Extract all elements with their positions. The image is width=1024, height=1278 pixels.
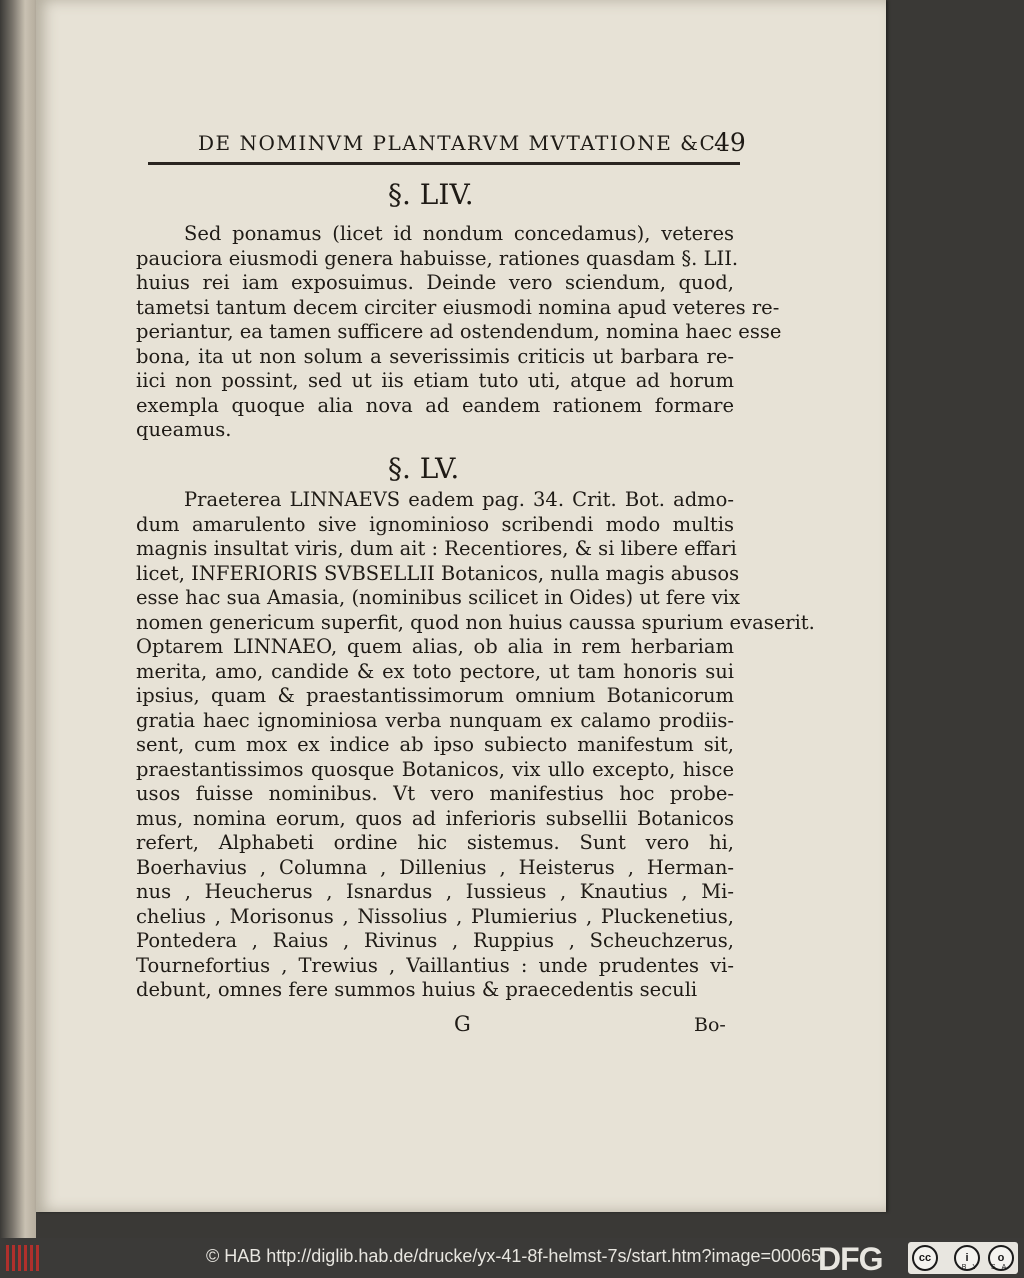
section-heading-55: §. LV.	[388, 452, 460, 485]
header-rule	[148, 162, 740, 165]
text-line: licet, INFERIORIS SVBSELLII Botanicos, nulla magis abusos	[136, 561, 740, 585]
text-line: merita, amo, candide & ex toto pectore, ut tam honoris sui	[136, 659, 734, 683]
license-label: BY SA	[961, 1264, 1013, 1271]
catchword: Bo-	[694, 1014, 726, 1036]
text-line: refert, Alphabeti ordine hic sistemus. Sunt vero hi,	[136, 831, 734, 854]
text-line: sent, cum mox ex indice ab ipso subiecto manifestum sit,	[136, 733, 734, 756]
text-line: nomen genericum superfit, quod non huius caussa spurium evaserit.	[136, 610, 815, 634]
text-line: periantur, ea tamen sufficere ad ostendendum, nomina haec esse	[136, 320, 782, 343]
text-line: exempla quoque alia nova ad eandem rationem formare	[136, 393, 734, 417]
book-page	[36, 0, 886, 1212]
text-line: usos fuisse nominibus. Vt vero manifestius hoc probe-	[136, 782, 734, 805]
attribution-icon: i	[954, 1245, 980, 1271]
text-line: Sed ponamus (licet id nondum concedamus), veteres	[184, 222, 734, 245]
text-line: gratia haec ignominiosa verba nunquam ex calamo prodiis-	[136, 708, 734, 732]
text-line: debunt, omnes fere summos huius & praecedentis seculi	[136, 978, 698, 1001]
text-line: Pontedera , Raius , Rivinus , Ruppius , Scheuchzerus,	[136, 929, 734, 952]
signature-mark: G	[454, 1012, 471, 1036]
text-line: Tournefortius , Trewius , Vaillantius : unde prudentes vi-	[136, 953, 734, 977]
text-line: chelius , Morisonus , Nissolius , Plumierius , Pluckenetius,	[136, 904, 734, 928]
section-heading-54: §. LIV.	[388, 178, 474, 211]
copyright-link[interactable]: © HAB http://diglib.hab.de/drucke/yx-41-8f-helmst-7s/start.htm?image=00065	[206, 1246, 822, 1266]
text-line: pauciora eiusmodi genera habuisse, rationes quasdam §. LII.	[136, 246, 739, 270]
text-line: nus , Heucherus , Isnardus , Iussieus , Knautius , Mi-	[136, 880, 734, 903]
running-head: DE NOMINVM PLANTARVM MVTATIONE &C.	[198, 131, 724, 155]
page-number: 49	[714, 128, 746, 157]
text-line: dum amarulento sive ignominioso scribendi modo multis	[136, 512, 734, 536]
viewer-footer	[0, 1238, 1024, 1278]
text-line: praestantissimos quosque Botanicos, vix ullo excepto, hisce	[136, 757, 734, 781]
text-line: tametsi tantum decem circiter eiusmodi nomina apud veteres re-	[136, 295, 780, 319]
text-line: iici non possint, sed ut iis etiam tuto uti, atque ad horum	[136, 369, 734, 392]
text-line: magnis insultat viris, dum ait : Recentiores, & si libere effari	[136, 537, 737, 560]
text-line: Praeterea LINNAEVS eadem pag. 34. Crit. Bot. admo-	[184, 488, 734, 511]
share-alike-icon: o	[988, 1245, 1014, 1271]
dfg-logo[interactable]: DFG	[818, 1241, 883, 1277]
text-line: Optarem LINNAEO, quem alias, ob alia in rem herbariam	[136, 635, 734, 658]
text-line: bona, ita ut non solum a severissimis criticis ut barbara re-	[136, 344, 734, 368]
text-line: esse hac sua Amasia, (nominibus scilicet in Oides) ut fere vix	[136, 586, 740, 609]
previous-page-edge	[0, 0, 36, 1238]
text-line: huius rei iam exposuimus. Deinde vero sciendum, quod,	[136, 271, 734, 294]
text-line: mus, nomina eorum, quos ad inferioris subsellii Botanicos	[136, 806, 734, 830]
cc-icon: cc	[912, 1245, 938, 1271]
library-barcode-logo	[6, 1245, 46, 1271]
text-line: Boerhavius , Columna , Dillenius , Heisterus , Herman-	[136, 855, 734, 879]
license-badge[interactable]	[908, 1242, 1018, 1274]
text-line: ipsius, quam & praestantissimorum omnium Botanicorum	[136, 684, 734, 707]
text-line: queamus.	[136, 418, 232, 441]
